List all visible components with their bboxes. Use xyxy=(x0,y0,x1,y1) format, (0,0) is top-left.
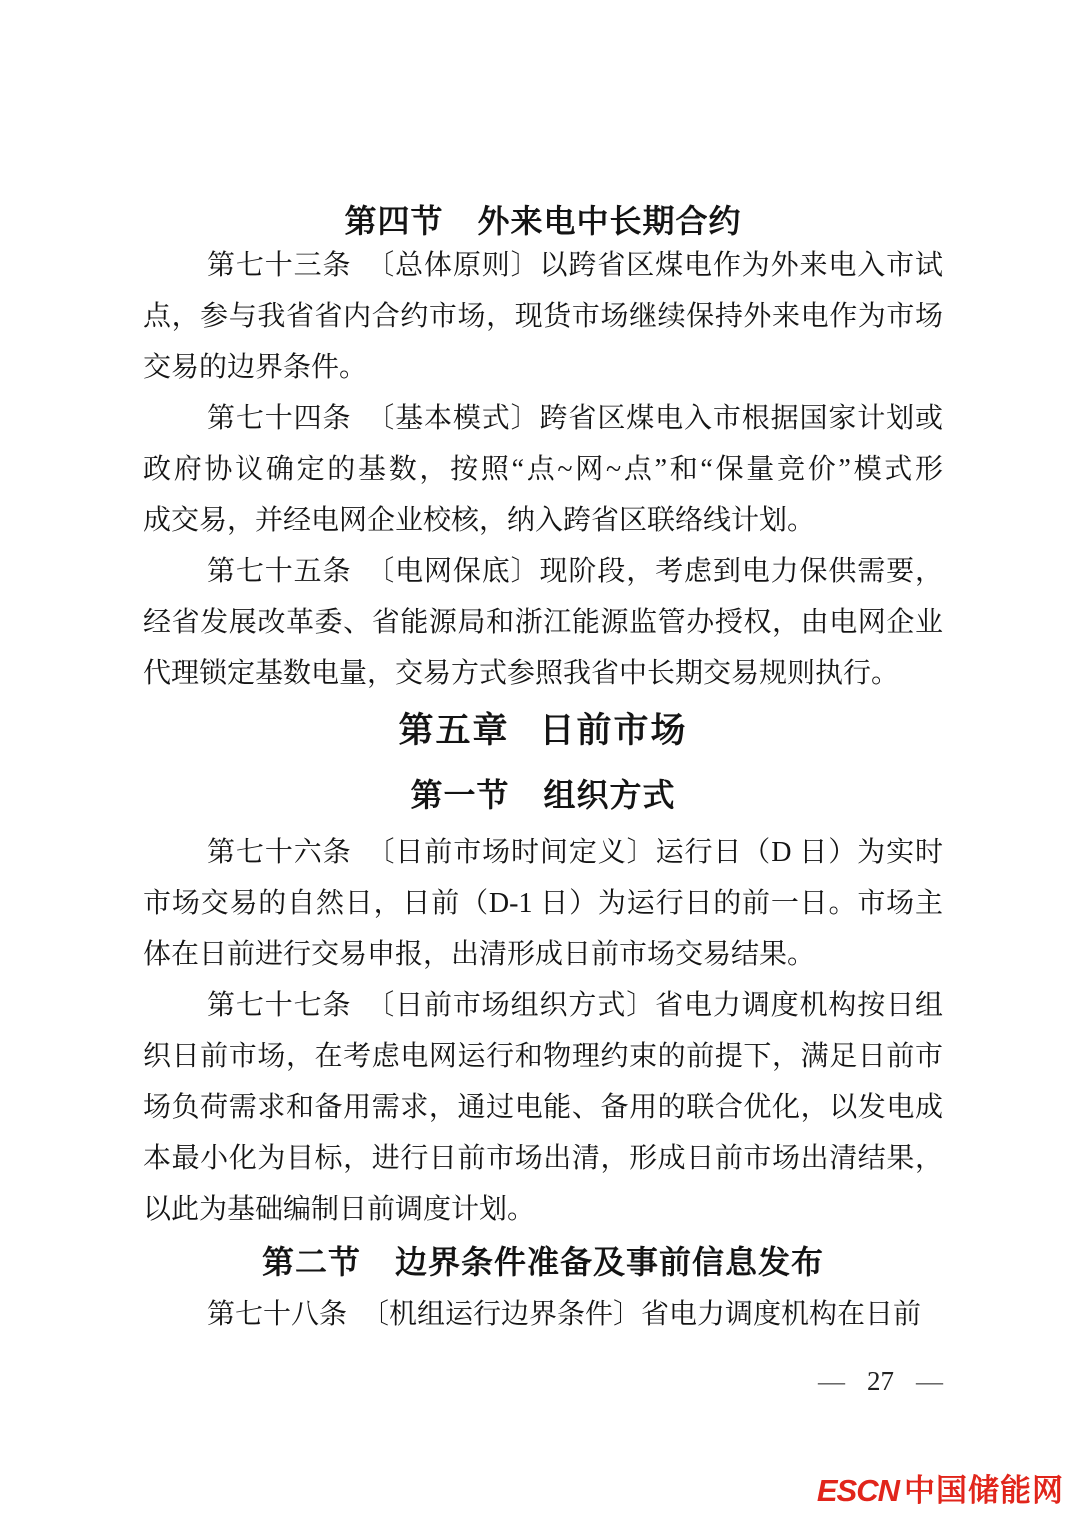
paragraph-article-78 xyxy=(143,1289,943,1340)
text-line: 成交易，并经电网企业校核，纳入跨省区联络线计划。 xyxy=(143,505,816,536)
heading-chapter-5 xyxy=(143,699,943,763)
text-line: 织日前市场，在考虑电网运行和物理约束的前提下，满足日前市 xyxy=(143,1041,943,1072)
text-line: 点，参与我省省内合约市场，现货市场继续保持外来电作为市场 xyxy=(143,301,943,332)
page-number xyxy=(818,1366,943,1396)
text-line: 第七十八条 〔机组运行边界条件〕省电力调度机构在日前 xyxy=(207,1299,922,1330)
text-line: 第七十四条 〔基本模式〕跨省区煤电入市根据国家计划或 xyxy=(207,403,943,434)
page-number-value: 27 xyxy=(867,1366,894,1396)
text-line: 第七十七条 〔日前市场组织方式〕省电力调度机构按日组 xyxy=(207,990,943,1021)
text-line: 第七十五条 〔电网保底〕现阶段，考虑到电力保供需要， xyxy=(207,556,943,587)
text-line: 政府协议确定的基数，按照“点~网~点”和“保量竞价”模式形 xyxy=(143,454,943,485)
heading-section-1 xyxy=(143,763,943,827)
heading-section-1-number: 第一节 xyxy=(410,777,510,813)
heading-section-1-title: 组织方式 xyxy=(543,777,676,813)
heading-section-4 xyxy=(143,202,943,240)
heading-section-2-number: 第二节 xyxy=(261,1244,361,1280)
heading-section-4-title: 外来电中长期合约 xyxy=(477,203,742,239)
page-number-dash-left: — xyxy=(818,1366,845,1396)
paragraph-article-76 xyxy=(143,827,943,980)
paragraph-article-77 xyxy=(143,980,943,1235)
escn-logo xyxy=(817,1474,1064,1508)
heading-chapter-5-number: 第五章 xyxy=(398,711,510,750)
text-line: 体在日前进行交易申报，出清形成日前市场交易结果。 xyxy=(143,939,816,970)
document-body xyxy=(143,0,943,1340)
escn-logo-chinese: 中国储能网 xyxy=(904,1473,1064,1508)
text-line: 以此为基础编制日前调度计划。 xyxy=(143,1194,536,1225)
heading-section-2-title: 边界条件准备及事前信息发布 xyxy=(395,1244,825,1280)
escn-logo-latin: ESCN xyxy=(816,1473,899,1508)
text-line: 第七十三条 〔总体原则〕以跨省区煤电作为外来电入市试 xyxy=(207,250,943,281)
text-line: 本最小化为目标，进行日前市场出清，形成日前市场出清结果， xyxy=(143,1143,943,1174)
paragraph-article-75 xyxy=(143,546,943,699)
paragraph-article-73 xyxy=(143,240,943,393)
text-line: 经省发展改革委、省能源局和浙江能源监管办授权，由电网企业 xyxy=(143,607,943,638)
text-line: 代理锁定基数电量，交易方式参照我省中长期交易规则执行。 xyxy=(143,658,900,689)
text-line: 交易的边界条件。 xyxy=(143,352,368,383)
paragraph-article-74 xyxy=(143,393,943,546)
text-line: 场负荷需求和备用需求，通过电能、备用的联合优化，以发电成 xyxy=(143,1092,943,1123)
heading-chapter-5-title: 日前市场 xyxy=(539,711,688,750)
heading-section-4-number: 第四节 xyxy=(344,203,444,239)
text-line: 市场交易的自然日，日前（D-1 日）为运行日的前一日。市场主 xyxy=(143,888,943,919)
text-line: 第七十六条 〔日前市场时间定义〕运行日（D 日）为实时 xyxy=(207,837,943,868)
heading-section-2 xyxy=(143,1235,943,1289)
page-number-dash-right: — xyxy=(916,1366,943,1396)
